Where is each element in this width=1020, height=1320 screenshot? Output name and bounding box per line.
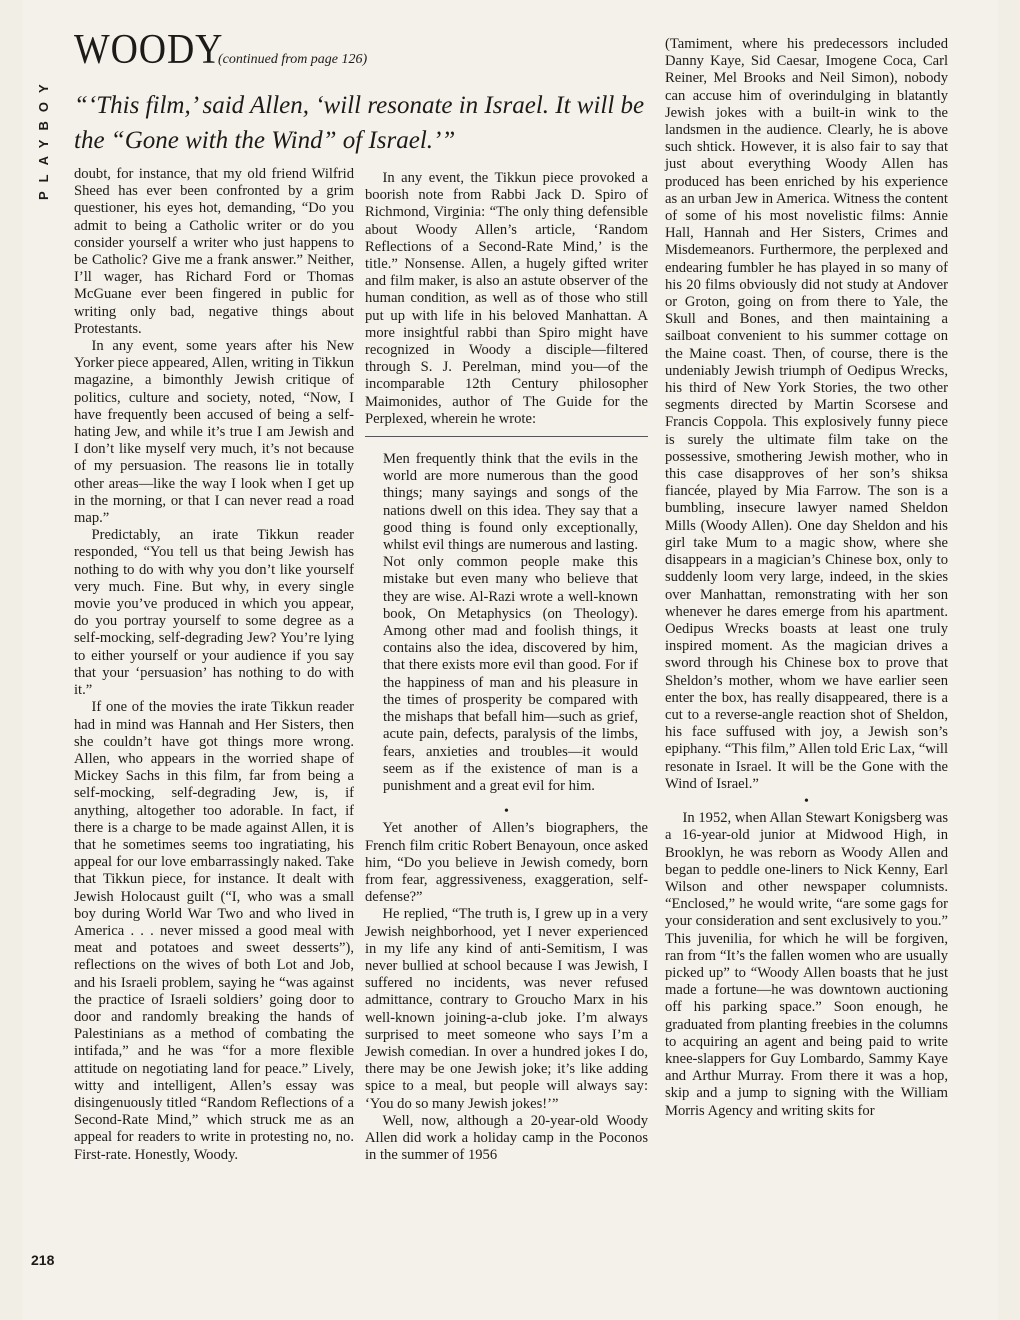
section-bullet: •	[804, 793, 809, 809]
paragraph: Yet another of Allen’s biographers, the French film critic Robert Benayoun, once asked him, “Do you believe in Jewish comedy, born from fear, aggressiveness, exaggeration, self-defense?”	[365, 820, 648, 906]
page-number: 218	[31, 1252, 55, 1268]
section-bullet: •	[504, 804, 509, 820]
pull-quote: “‘This film,’ said Allen, ‘will resonate in Israel. It will be the “Gone with the Wind” of Israel.’”	[74, 92, 645, 154]
paragraph: Well, now, although a 20-year-old Woody Allen did work a holiday camp in the Poconos in the summer of 1956	[365, 1112, 648, 1164]
column-1	[74, 166, 354, 1164]
paragraph: In any event, the Tikkun piece provoked a boorish note from Rabbi Jack D. Spiro of Richmond, Virginia: “The only thing defensible about Woody Allen’s article, ‘Random Reflections of a Second-Rate Mind,’ is the title.” Nonsense. Allen, a hugely gifted writer and film maker, is also an astute observer of the human condition, as well as of those who still put up with life in his beloved Manhattan. A more insightful rabbi than Spiro might have recognized in Woody a disciple—filtered through S. J. Perelman, mind you—of the incomparable 12th Century philosopher Maimonides, author of The Guide for the Perplexed, wherein he wrote:	[365, 170, 648, 427]
paragraph: Predictably, an irate Tikkun reader responded, “You tell us that being Jewish has nothing to do with why you don’t like yourself very much. Fine. But why, in every single movie you’ve produced in which you appear, do you portray yourself to some degree as a self-mocking, self-degrading Jew? You’re lying to either yourself or your audience if you say that your ‘persuasion’ has nothing to do with it.”	[74, 527, 354, 699]
block-quote	[365, 436, 648, 795]
paragraph: He replied, “The truth is, I grew up in a very Jewish neighborhood, yet I never experienced in my life any kind of anti-Semitism, I was never bullied at school because I was Jewish, I suffered no incidents, was never refused admittance, contrary to Groucho Marx in his well-known joining-a-club joke. I’m always surprised to meet someone who says I’m a Jewish comedian. In over a hundred jokes I do, there may be one Jewish joke; it’s like adding spice to a meal, but people will always say: ‘You do so many Jewish jokes!’”	[365, 906, 648, 1112]
paragraph: (Tamiment, where his predecessors included Danny Kaye, Sid Caesar, Imogene Coca, Carl Reiner, Mel Brooks and Neil Simon), nobody can accuse him of overindulging in blatantly Jewish jokes with a built-in wink to the landsmen in the audience. Clearly, he is above such shtick. However, it is also fair to say that just about everything Woody Allen has produced has been enriched by his experience as an urban Jew in America. Witness the content of some of his most novelistic films: Annie Hall, Hannah and Her Sisters, Crimes and Misdemeanors. Furthermore, the perplexed and endearing fumbler he has played in so many of his 20 films obviously did not study at Andover or Groton, going on from there to Yale, the Skull and Bones, and then maintaining a sailboat convenient to his summer cottage on the Maine coast. Then, of course, there is the undeniably Jewish triumph of Oedipus Wrecks, his third of New York Stories, the two other segments directed by Martin Scorsese and Francis Coppola. This explosively funny piece is surely the ultimate film take on the possessive, smothering Jewish mother, who in this case disapproves of her son’s shiksa fiancée, played by Mia Farrow. The son is a bumbling, insecure lawyer named Sheldon Mills (Woody Allen). One day Sheldon and his girl take Mum to a magic show, where she disappears in a magician’s Chinese box, only to suddenly loom very large, indeed, in the skies over Manhattan, remonstrating with her son whenever he dares emerge from his apartment. Oedipus Wrecks boasts at least one truly inspired moment. As the magician drives a sword through his Chinese box to prove that Sheldon’s mother, whom we have earlier seen enter the box, has really disappeared, there is a cut to a reverse-angle reaction shot of Sheldon, his face suffused with joy, a Jewish son’s epiphany. “This film,” Allen told Eric Lax, “will resonate in Israel. It will be the Gone with the Wind of Israel.”	[665, 36, 948, 792]
column-2	[365, 170, 648, 1164]
article-title: WOODY	[74, 27, 224, 73]
paragraph: doubt, for instance, that my old friend Wilfrid Sheed has ever been confronted by a grim questioner, his eyes hot, demanding, “Do you admit to being a Catholic writer or do you consider yourself a writer who just happens to be Catholic? Give me a frank answer.” Neither, I’ll wager, has Richard Ford or Thomas McGuane ever been fingered in public for writing only bad, negative things about Protestants.	[74, 166, 354, 337]
paragraph: In 1952, when Allan Stewart Konigsberg was a 16-year-old junior at Midwood High, in Brooklyn, he was reborn as Woody Allen and began to peddle one-liners to Nick Kenny, Earl Wilson and other newspaper columnists. “Enclosed,” he would write, “are some gags for your consideration and sent exclusively to you.” This juvenilia, for which he will be forgiven, ran from “It’s the fallen women who are usually picked up” to “Woody Allen boasts that he just made a fortune—he was downtown auctioning off his parking space.” Soon enough, he graduated from planting freebies in the columns to acquiring an agent and being paid to write knee-slappers for Guy Lombardo, Sammy Kaye and Arthur Murray. From there it was a hop, skip and a jump to signing with the William Morris Agency and writing skits for	[665, 810, 948, 1119]
quote-text: Men frequently think that the evils in the world are more numerous than the good things; many sayings and songs of the nations dwell on this idea. They say that a good thing is found only exceptionally, whilst evil things are numerous and lasting. Not only common people make this mistake but even many who believe that they are wise. Al-Razi wrote a well-known book, On Metaphysics (on Theology). Among other mad and foolish things, it contains also the idea, discovered by him, that there exists more evil than good. For if the happiness of man and his pleasure in the times of prosperity be compared with the mishaps that befall him—such as grief, acute pain, defects, paralysis of the limbs, fears, anxieties and troubles—it would seem as if the existence of man is a punishment and a great evil for him.	[383, 451, 638, 794]
continued-note: (continued from page 126)	[218, 52, 368, 67]
paragraph: In any event, some years after his New Yorker piece appeared, Allen, writing in Tikkun magazine, a bimonthly Jewish critique of politics, culture and society, noted, “Now, I have frequently been accused of being a self-hating Jew, and while it’s true I am Jewish and I don’t like myself very much, it’s not because of my persuasion. The reasons lie in totally other areas—like the way I look when I get up in the morning, or that I can never read a road map.”	[74, 338, 354, 527]
column-3	[665, 36, 948, 1120]
running-head: PLAYBOY	[36, 75, 51, 200]
paragraph: If one of the movies the irate Tikkun reader had in mind was Hannah and Her Sisters, then she couldn’t have got things more wrong. Allen, who appears in the worried shape of Mickey Sachs in this film, far from being a self-mocking, self-degrading Jew, is, if anything, altogether too adorable. In fact, if there is a charge to be made against Allen, it is that he sometimes seems too ingratiating, his appeal for our love embarrassingly naked. Take that Tikkun piece, for instance. It dealt with Jewish Holocaust guilt (“I, who was a small boy during World War Two and who lived in America . . . never missed a good meal with meat and potatoes and sweet desserts”), reflections on the wives of both Lot and Job, and his Israeli problem, saying he “was against the practice of Israeli soldiers’ going door to door and randomly breaking the hands of Palestinians as a method of combating the intifada,” and he was “for a more flexible attitude on negotiating land for peace.” Lively, witty and intelligent, Allen’s essay was disingenuously titled “Random Reflections of a Second-Rate Mind,” which struck me as an appeal for readers to write in protesting no, no. First-rate. Honestly, Woody.	[74, 699, 354, 1163]
